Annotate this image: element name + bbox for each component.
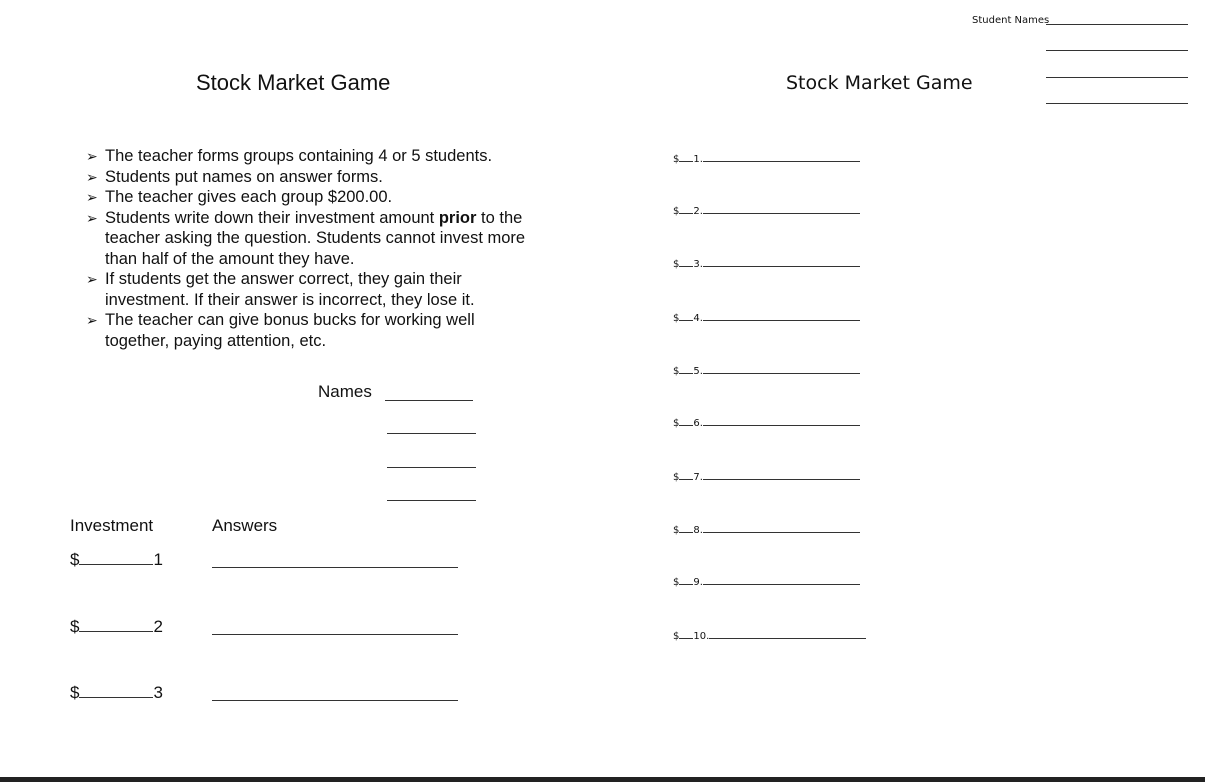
arrow-bullet-icon: ➢ [86, 148, 98, 164]
answers-header: Answers [212, 516, 278, 535]
investment-blank[interactable] [679, 575, 693, 585]
arrow-bullet-icon: ➢ [86, 312, 98, 328]
student-name-line[interactable] [1046, 24, 1188, 25]
emphasis-prior: prior [438, 208, 477, 227]
instructions-list [86, 146, 536, 351]
investment-header: Investment [70, 516, 154, 535]
investment-row: $ 3 [70, 683, 163, 702]
answer-line[interactable] [703, 311, 860, 321]
arrow-bullet-icon: ➢ [86, 209, 98, 226]
answer-line[interactable] [709, 629, 866, 639]
bottom-rule [0, 777, 1205, 782]
question-row: $ 8. [673, 523, 860, 536]
arrow-bullet-icon: ➢ [86, 271, 98, 287]
list-item: ➢ If students get the answer correct, they gain their investment. If their answer is incorrect, they lose it. [86, 270, 475, 309]
list-item: ➢ Students write down their investment amount prior to the teacher asking the question. Students cannot invest more than half of the amount they have. [86, 208, 526, 268]
name-line[interactable] [385, 400, 473, 401]
investment-blank[interactable] [679, 364, 693, 374]
answer-line[interactable] [703, 257, 860, 267]
question-row: $ 9. [673, 575, 860, 588]
answer-line[interactable] [703, 523, 860, 533]
arrow-bullet-icon: ➢ [86, 189, 98, 205]
arrow-bullet-icon: ➢ [86, 168, 98, 185]
answer-line[interactable] [703, 416, 860, 426]
answer-line[interactable] [703, 470, 860, 480]
answer-line[interactable] [703, 575, 860, 585]
investment-blank[interactable] [679, 629, 693, 639]
question-row: $ 2. [673, 204, 860, 217]
answer-line[interactable] [703, 364, 860, 374]
investment-blank[interactable] [79, 683, 153, 698]
investment-blank[interactable] [679, 523, 693, 533]
investment-blank[interactable] [679, 311, 693, 321]
name-line[interactable] [387, 433, 476, 434]
investment-blank[interactable] [679, 470, 693, 480]
names-label: Names [318, 382, 372, 401]
answer-line[interactable] [212, 700, 458, 701]
investment-row: $ 2 [70, 617, 163, 636]
page-title-right: Stock Market Game [786, 72, 973, 94]
question-row: $ 6. [673, 416, 860, 429]
list-item: ➢ Students put names on answer forms. [86, 167, 383, 186]
question-row: $ 5. [673, 364, 860, 377]
page-title-left: Stock Market Game [196, 70, 391, 95]
list-item: ➢ The teacher gives each group $200.00. [86, 188, 393, 206]
question-row: $ 1. [673, 152, 860, 165]
question-row: $ 4. [673, 311, 860, 324]
investment-row: $ 1 [70, 550, 163, 569]
investment-blank[interactable] [679, 416, 693, 426]
answer-line[interactable] [703, 152, 860, 162]
list-item: ➢ The teacher can give bonus bucks for working well together, paying attention, etc. [86, 311, 475, 350]
student-name-line[interactable] [1046, 103, 1188, 104]
name-line[interactable] [387, 467, 476, 468]
investment-blank[interactable] [679, 204, 693, 214]
name-line[interactable] [387, 500, 476, 501]
answer-line[interactable] [212, 567, 458, 568]
student-name-line[interactable] [1046, 50, 1188, 51]
investment-blank[interactable] [79, 550, 153, 565]
investment-blank[interactable] [79, 617, 153, 632]
student-names-label: Student Names [972, 15, 1050, 26]
list-item: ➢ The teacher forms groups containing 4 or 5 students. [86, 147, 493, 165]
question-row: $ 7. [673, 470, 860, 483]
investment-blank[interactable] [679, 152, 693, 162]
investment-blank[interactable] [679, 257, 693, 267]
question-row: $ 10. [673, 629, 866, 642]
student-name-line[interactable] [1046, 77, 1188, 78]
answer-line[interactable] [703, 204, 860, 214]
answer-line[interactable] [212, 634, 458, 635]
question-row: $ 3. [673, 257, 860, 270]
